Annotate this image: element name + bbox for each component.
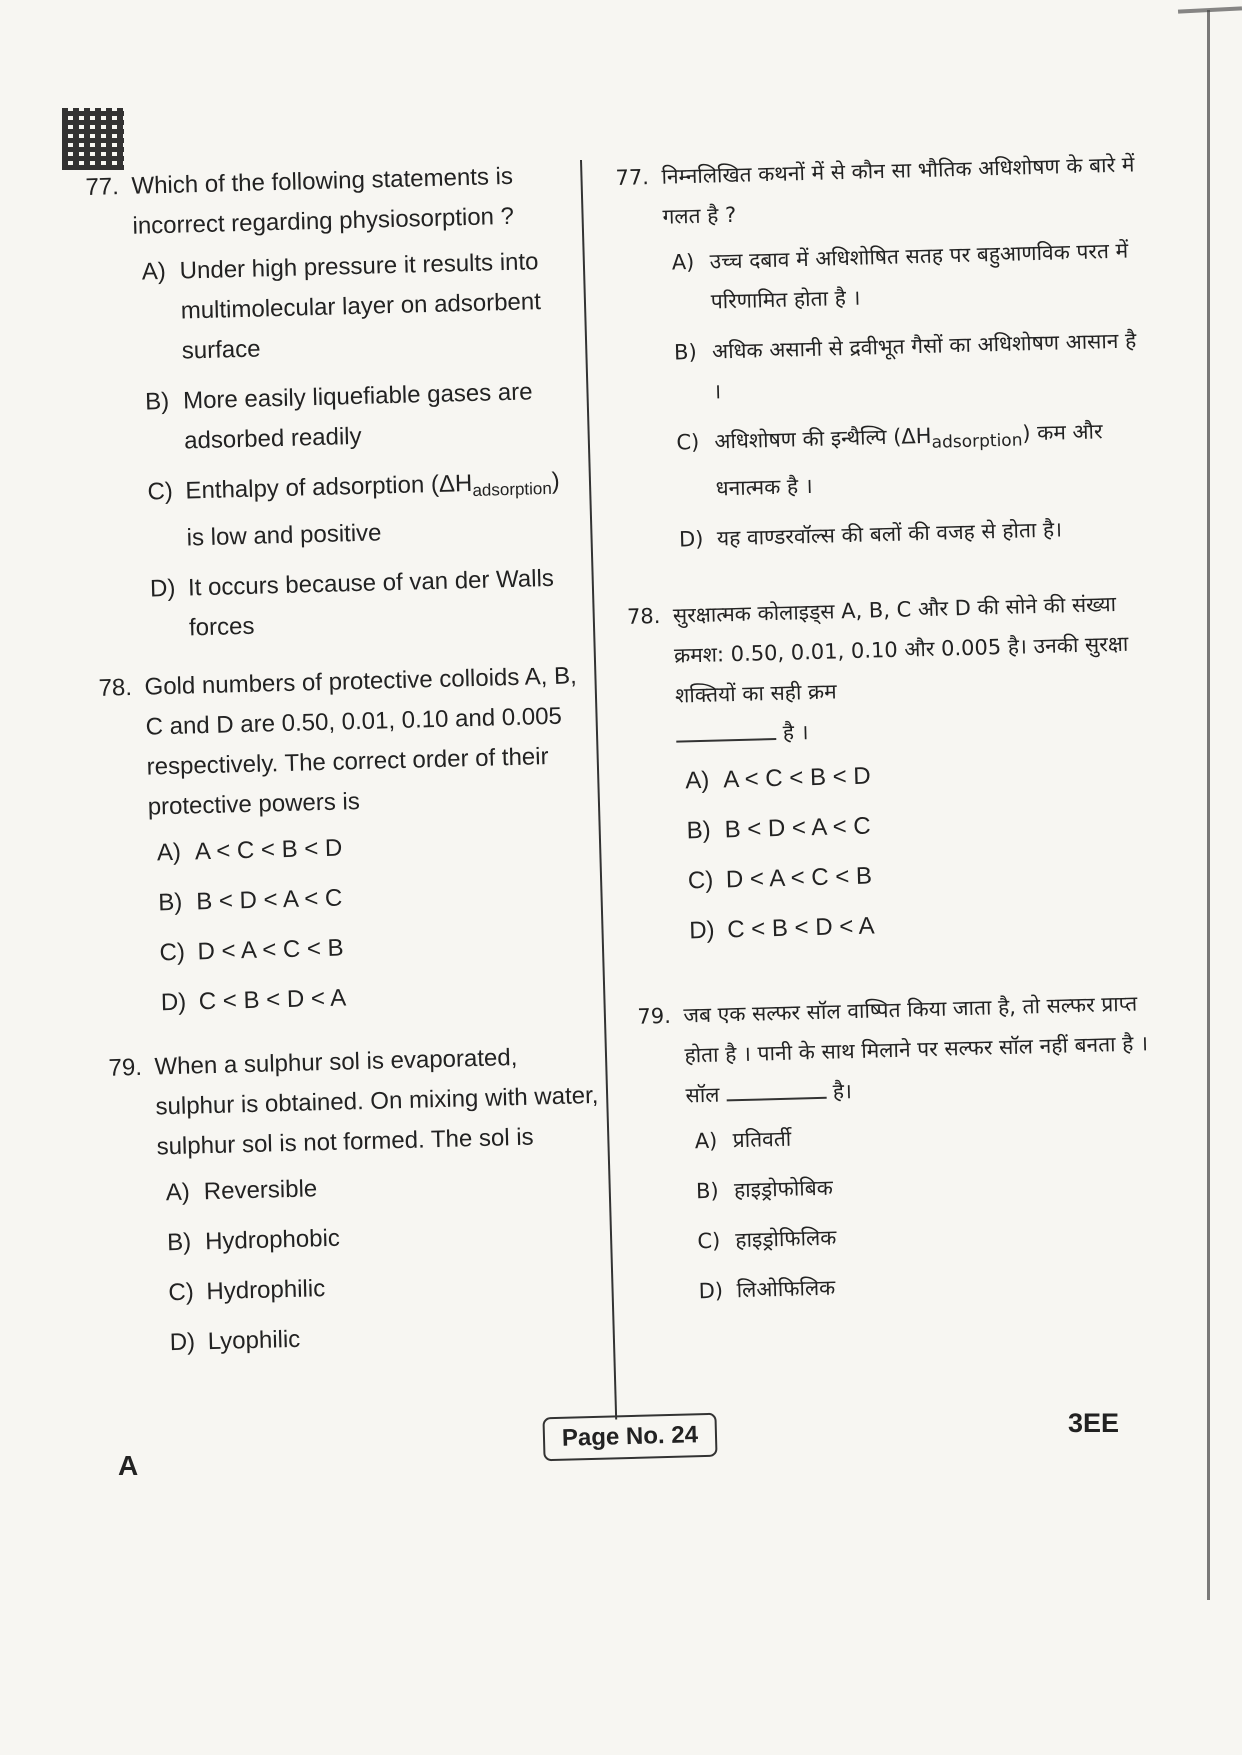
option-d: D) C < B < D < A bbox=[688, 912, 875, 945]
question-77-hi bbox=[615, 144, 1146, 570]
question-number: 78. bbox=[98, 673, 133, 702]
option-b: B) B < D < A < C bbox=[157, 884, 343, 917]
hindi-column bbox=[615, 144, 1165, 1322]
option-c: C) Hydrophilic bbox=[168, 1275, 326, 1307]
option-d: D) Lyophilic bbox=[169, 1325, 301, 1357]
question-text: जब एक सल्फर सॉल वाष्पित किया जाता है, तो सल्फर प्राप्त होता है । पानी के साथ मिलाने पर सल्फर सॉल नहीं बनता है । सॉल है। bbox=[683, 991, 1149, 1108]
answer-blank bbox=[726, 1075, 827, 1102]
question-number: 79. bbox=[108, 1053, 143, 1082]
option-d: D) यह वाण्डरवॉल्स की बलों की वजह से होता है। bbox=[678, 517, 1063, 552]
question-number: 78. bbox=[626, 603, 661, 629]
page-edge-line bbox=[1207, 10, 1210, 1600]
option-c: C) D < A < C < B bbox=[159, 934, 344, 967]
question-79-en bbox=[108, 1036, 606, 1375]
option-c: C) अधिशोषण की इन्थैल्पि $(\Delta H_{adsorption})$ कम और धनात्मक है । bbox=[676, 419, 1103, 501]
option-a: A) प्रतिवर्ती bbox=[694, 1126, 792, 1154]
question-77-en bbox=[85, 155, 588, 661]
page-number-box: Page No. 24 bbox=[542, 1413, 717, 1462]
answer-blank bbox=[676, 716, 777, 743]
question-text: When a sulphur sol is evaporated, sulphur is obtained. On mixing with water, sulphur sol is not formed. The sol is bbox=[154, 1043, 599, 1161]
question-78-en bbox=[98, 656, 597, 1035]
question-number: 77. bbox=[85, 173, 120, 201]
option-a: A) उच्च दबाव में अधिशोषित सतह पर बहुआणविक परत में परिणामित होता है । bbox=[671, 238, 1129, 314]
question-text: Which of the following statements is incorrect regarding physiosorption ? bbox=[131, 162, 515, 240]
option-d: D) It occurs because of van der Walls forces bbox=[149, 564, 555, 642]
question-number: 79. bbox=[637, 1003, 672, 1029]
option-a: A) Under high pressure it results into multimolecular layer on adsorbent surface bbox=[141, 248, 542, 365]
option-b: B) हाइड्रोफोबिक bbox=[695, 1175, 834, 1204]
option-a: A) A < C < B < D bbox=[684, 762, 872, 795]
option-a: A) Reversible bbox=[165, 1175, 318, 1207]
option-b: B) Hydrophobic bbox=[166, 1224, 341, 1257]
question-78-hi bbox=[626, 583, 1155, 962]
option-c: C) हाइड्रोफिलिक bbox=[697, 1225, 837, 1254]
option-d: D) लिओफिलिक bbox=[698, 1275, 836, 1304]
question-text: सुरक्षात्मक कोलाइड्स A, B, C और D की सोने की संख्या क्रमश: 0.50, 0.01, 0.10 और 0.005 है। उनकी सुरक्षा शक्तियों का सही क्रम है । bbox=[672, 592, 1129, 745]
question-number: 77. bbox=[615, 165, 650, 190]
english-column bbox=[85, 155, 606, 1374]
option-c: C) Enthalpy of adsorption $(\Delta H_{adsorption})$ is low and positive bbox=[147, 467, 560, 552]
option-b: B) B < D < A < C bbox=[686, 812, 872, 845]
option-c: C) D < A < C < B bbox=[687, 862, 873, 895]
option-b: B) अधिक असानी से द्रवीभूत गैसों का अधिशोषण आसान है । bbox=[673, 328, 1137, 404]
option-d: D) C < B < D < A bbox=[160, 984, 347, 1017]
option-a: A) A < C < B < D bbox=[156, 834, 343, 867]
question-79-hi bbox=[637, 983, 1165, 1323]
option-b: B) More easily liquefiable gases are adsorbed readily bbox=[144, 378, 533, 455]
qr-code bbox=[62, 108, 124, 170]
set-code: 3EE bbox=[1068, 1408, 1120, 1438]
question-text: Gold numbers of protective colloids A, B, C and D are 0.50, 0.01, 0.10 and 0.005 respectively. The correct order of their protective powers is bbox=[144, 662, 578, 821]
series-code: A bbox=[118, 1450, 139, 1481]
question-text: निम्नलिखित कथनों में से कौन सा भौतिक अधिशोषण के बारे में गलत है ? bbox=[661, 152, 1135, 229]
